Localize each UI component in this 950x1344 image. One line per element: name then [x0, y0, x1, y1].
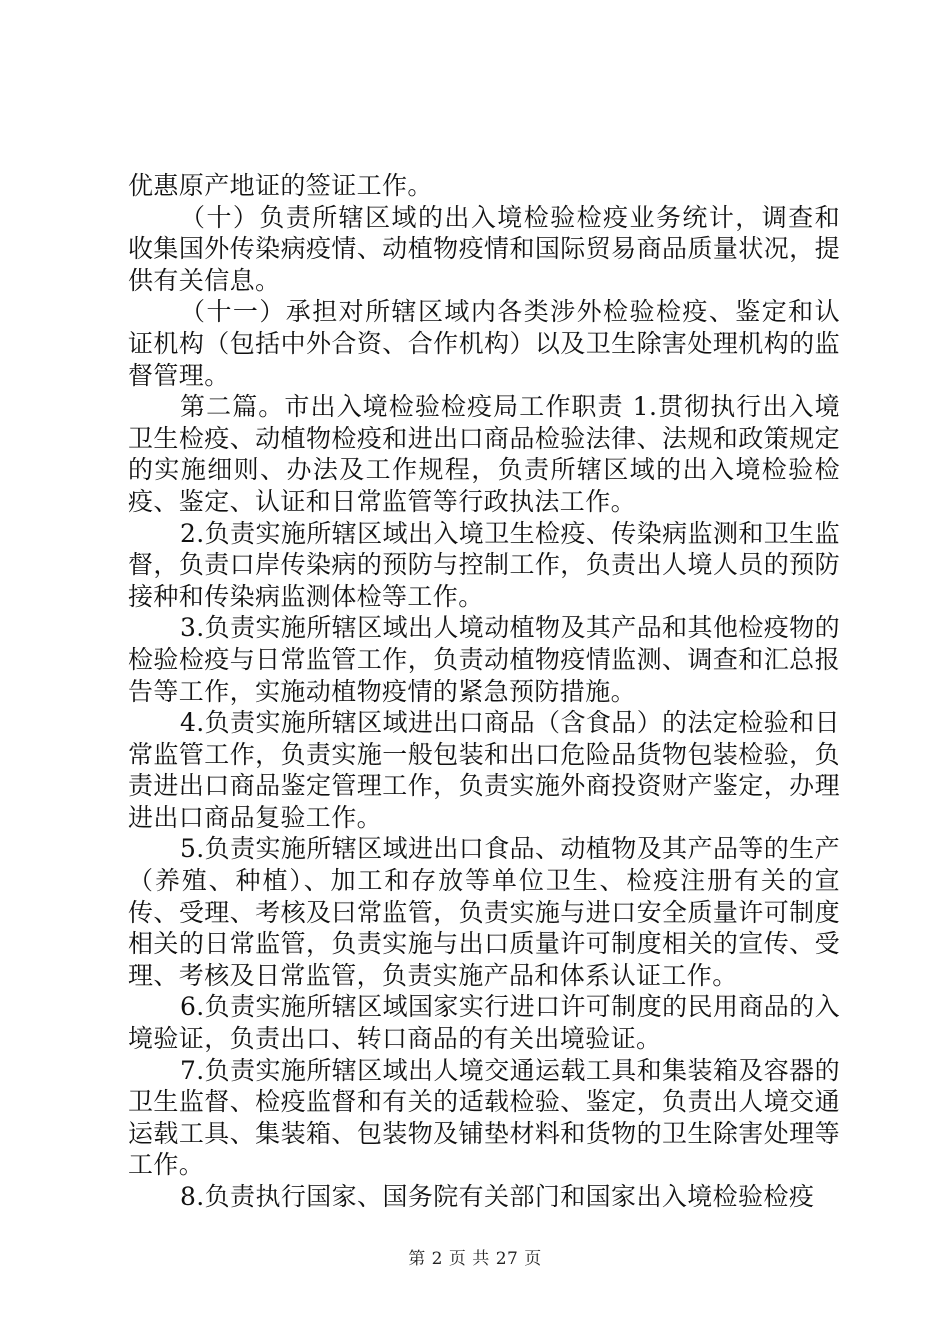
paragraph: 6.负责实施所辖区域国家实行进口许可制度的民用商品的入境验证，负责出口、转口商品的有关出境验证。 [128, 992, 840, 1054]
paragraph: 7.负责实施所辖区域出人境交通运载工具和集装箱及容器的卫生监督、检疫监督和有关的适载检验、鉴定，负责出人境交通运载工具、集装箱、包装物及铺垫材料和货物的卫生除害处理等工作。 [128, 1055, 840, 1180]
paragraph: 第二篇。市出入境检验检疫局工作职责 1.贯彻执行出入境卫生检疫、动植物检疫和进出口商品检验法律、法规和政策规定的实施细则、办法及工作规程，负责所辖区域的出入境检验检疫、鉴定、认证和日常监管等行政执法工作。 [128, 392, 840, 516]
paragraph: 3.负责实施所辖区域出人境动植物及其产品和其他检疫物的检验检疫与日常监管工作，负责动植物疫情监测、调查和汇总报告等工作，实施动植物疫情的紧急预防措施。 [128, 613, 840, 706]
paragraph: 优惠原产地证的签证工作。 [128, 171, 433, 200]
paragraph: 2.负责实施所辖区域出入境卫生检疫、传染病监测和卫生监督，负责口岸传染病的预防与控制工作，负责出人境人员的预防接种和传染病监测体检等工作。 [128, 518, 840, 611]
paragraph: 8.负责执行国家、国务院有关部门和国家出入境检验检疫 [180, 1182, 815, 1211]
paragraph: 4.负责实施所辖区域进出口商品（含食品）的法定检验和日常监管工作，负责实施一般包装和出口危险品货物包装检验，负责进出口商品鉴定管理工作，负责实施外商投资财产鉴定，办理进出口商品复验工作。 [128, 708, 840, 832]
page-footer: 第 2 页 共 27 页 [408, 1249, 542, 1269]
document-body [128, 170, 840, 1213]
paragraph: （十）负责所辖区域的出入境检验检疫业务统计，调查和收集国外传染病疫情、动植物疫情和国际贸易商品质量状况，提供有关信息。 [128, 202, 840, 295]
paragraph: （十一）承担对所辖区域内各类涉外检验检疫、鉴定和认证机构（包括中外合资、合作机构）以及卫生除害处理机构的监督管理。 [128, 297, 840, 390]
paragraph: 5.负责实施所辖区域进出口食品、动植物及其产品等的生产（养殖、种植）、加工和存放等单位卫生、检疫注册有关的宣传、受理、考核及曰常监管，负责实施与进口安全质量许可制度相关的日常监管，负责实施与出口质量许可制度相关的宣传、受理、考核及日常监管，负责实施产品和体系认证工作。 [128, 834, 840, 990]
